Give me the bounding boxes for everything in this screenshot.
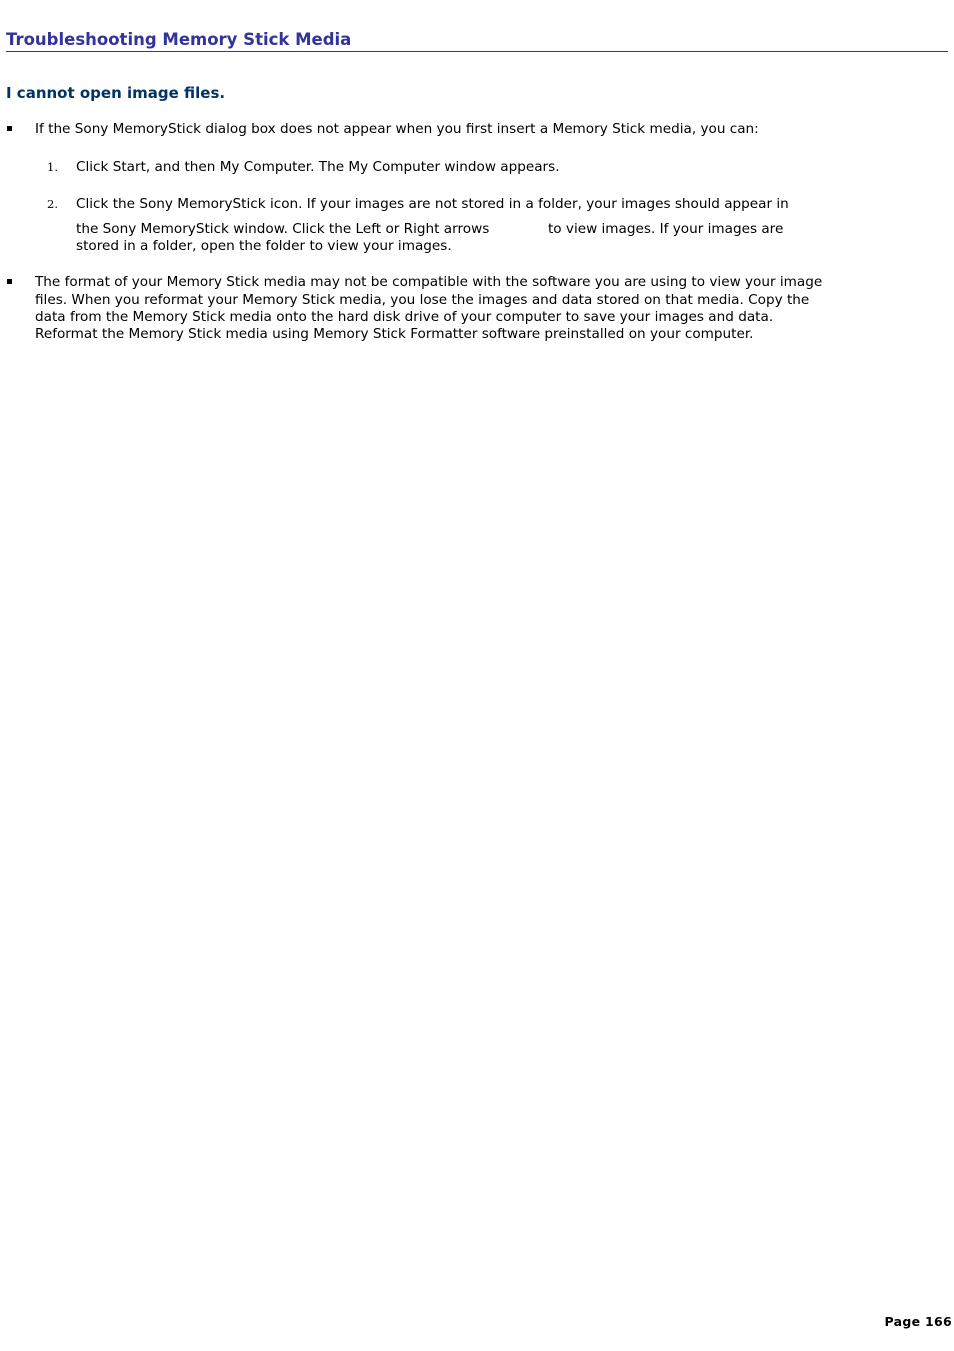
step-1-text: Click Start, and then My Computer. The My Computer window appears. — [76, 159, 560, 175]
bullet-2-line-4: Reformat the Memory Stick media using Memory Stick Formatter software preinstalled on your computer. — [35, 326, 754, 342]
page-number: Page 166 — [884, 1314, 952, 1329]
bullet-2-line-1: The format of your Memory Stick media may not be compatible with the software you are using to view your image — [35, 274, 823, 290]
page-title: Troubleshooting Memory Stick Media — [6, 30, 948, 52]
step-2-number: 2. — [47, 197, 58, 211]
step-1-number: 1. — [47, 160, 58, 174]
bullet-marker — [7, 279, 12, 284]
bullet-2-line-3: data from the Memory Stick media onto the hard disk drive of your computer to save your images and data. — [35, 309, 774, 325]
step-2-line-2-start: the Sony MemoryStick window. Click the Left or Right arrows — [76, 221, 490, 237]
left-right-arrows-icon — [494, 221, 544, 233]
bullet-2-line-2: files. When you reformat your Memory Stick media, you lose the images and data stored on that media. Copy the — [35, 292, 810, 308]
step-2-line-1: Click the Sony MemoryStick icon. If your images are not stored in a folder, your images should appear in — [76, 196, 789, 212]
section-heading: I cannot open image files. — [6, 84, 226, 102]
step-2-line-3: stored in a folder, open the folder to view your images. — [76, 238, 452, 254]
bullet-marker — [7, 126, 12, 131]
bullet-1-text: If the Sony MemoryStick dialog box does not appear when you first insert a Memory Stick media, you can: — [35, 121, 759, 137]
step-2-line-2-end: to view images. If your images are — [547, 221, 784, 237]
step-2-line-2 — [76, 221, 783, 238]
